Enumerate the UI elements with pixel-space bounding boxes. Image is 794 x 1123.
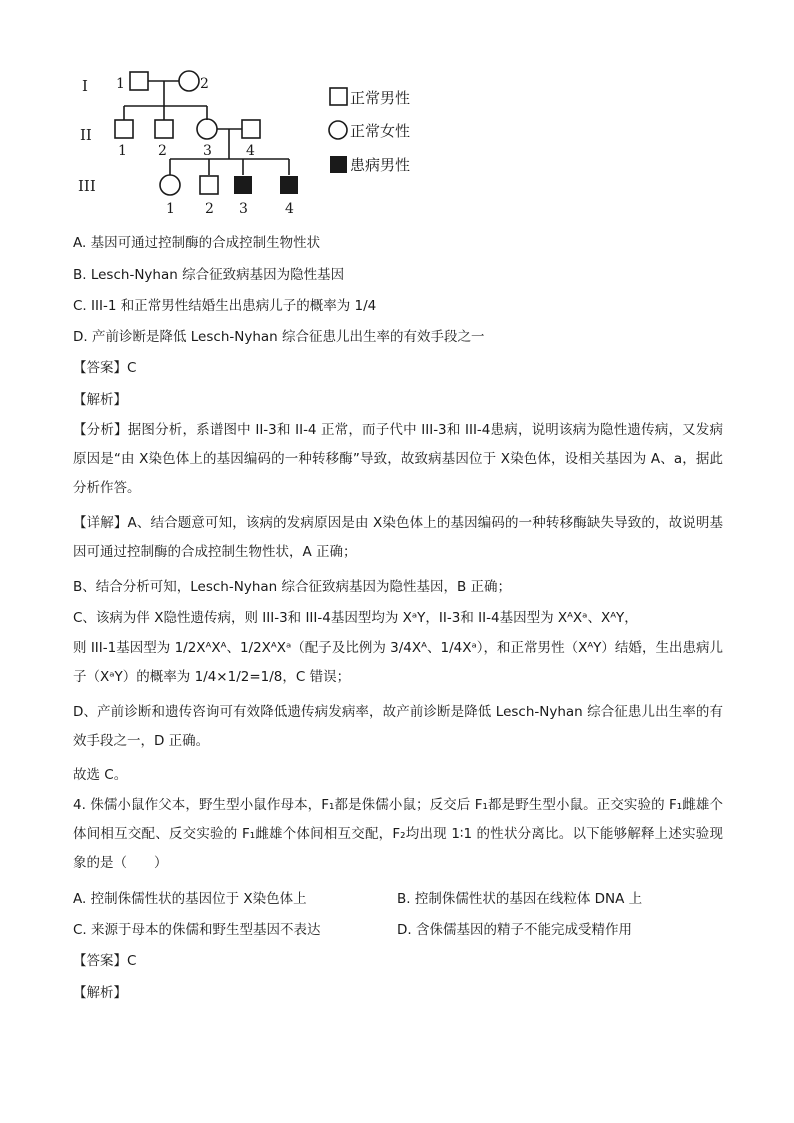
ind-label-II-3: 3 (203, 143, 212, 159)
q3-analysis-heading: 【解析】 (73, 392, 127, 408)
individual-II-3-female (197, 119, 217, 139)
q4-answer: 【答案】C (73, 953, 137, 969)
pedigree-chart (60, 60, 440, 220)
gen-label-III: III (78, 177, 96, 195)
individual-III-4-affected-male (280, 176, 298, 194)
ind-label-III-1: 1 (166, 201, 175, 217)
q3-option-b: B. Lesch-Nyhan 综合征致病基因为隐性基因 (73, 267, 345, 283)
q3-detail-b: B、结合分析可知，Lesch-Nyhan 综合征致病基因为隐性基因，B 正确； (73, 579, 512, 595)
q3-conclusion: 故选 C。 (73, 767, 128, 783)
legend-label-normal-female: 正常女性 (350, 122, 411, 140)
ind-label-II-1: 1 (118, 143, 127, 159)
q3-option-d: D. 产前诊断是降低 Lesch-Nyhan 综合征患儿出生率的有效手段之一 (73, 329, 485, 345)
q3-analysis-text: 【分析】据图分析，系谱图中 II-3和 II-4 正常，而子代中 III-3和 III-4患病，说明该病为隐性遗传病，又发病原因是“由 X染色体上的基因编码的一种转移酶”导致，故致病基因位于 X染色体，设相关基因为 A、a，据此分析作答。 (73, 422, 723, 496)
ind-label-III-4: 4 (285, 201, 294, 217)
legend-female-icon (329, 121, 347, 139)
q3-detail-d: D、产前诊断和遗传咨询可有效降低遗传病发病率，故产前诊断是降低 Lesch-Nyhan 综合征患儿出生率的有效手段之一，D 正确。 (73, 704, 723, 749)
q4-option-b: B. 控制侏儒性状的基因在线粒体 DNA 上 (397, 891, 643, 907)
q3-option-a: A. 基因可通过控制酶的合成控制生物性状 (73, 235, 321, 251)
gen-label-II: II (80, 126, 92, 144)
gen-label-I: I (82, 77, 88, 95)
ind-label-I-2: 2 (200, 76, 209, 92)
legend-label-affected-male: 患病男性 (350, 156, 411, 174)
individual-II-2-male (155, 120, 173, 138)
q3-answer: 【答案】C (73, 360, 137, 376)
q3-detail-a: 【详解】A、结合题意可知，该病的发病原因是由 X染色体上的基因编码的一种转移酶缺失导致的，故说明基因可通过控制酶的合成控制生物性状，A 正确； (73, 515, 723, 560)
q3-detail-c2: 则 III-1基因型为 1/2XᴬXᴬ、1/2XᴬXᵃ（配子及比例为 3/4Xᴬ、1/4Xᵃ），和正常男性（XᴬY）结婚，生出患病儿子（XᵃY）的概率为 1/4×1/2=1/8，C 错误； (73, 640, 723, 685)
ind-label-III-3: 3 (239, 201, 248, 217)
individual-III-3-affected-male (234, 176, 252, 194)
q3-option-c: C. III-1 和正常男性结婚生出患病儿子的概率为 1/4 (73, 298, 377, 314)
individual-II-4-male (242, 120, 260, 138)
q4-stem: 4. 侏儒小鼠作父本，野生型小鼠作母本，F₁都是侏儒小鼠；反交后 F₁都是野生型小鼠。正交实验的 F₁雌雄个体间相互交配、反交实验的 F₁雌雄个体间相互交配，F₂均出现 1∶1 的性状分离比。以下能够解释上述实验现象的是（ ） (73, 797, 723, 871)
individual-I-1-male (130, 72, 148, 90)
legend-affected-icon (330, 156, 347, 173)
ind-label-III-2: 2 (205, 201, 214, 217)
individual-I-2-female (179, 71, 199, 91)
q3-detail-c1: C、该病为伴 X隐性遗传病，则 III-3和 III-4基因型均为 XᵃY，II-3和 II-4基因型为 XᴬXᵃ、XᴬY， (73, 610, 638, 626)
q4-analysis-heading: 【解析】 (73, 985, 127, 1001)
q4-option-c: C. 来源于母本的侏儒和野生型基因不表达 (73, 922, 321, 938)
q4-option-d: D. 含侏儒基因的精子不能完成受精作用 (397, 922, 632, 938)
individual-II-1-male (115, 120, 133, 138)
individual-III-2-male (200, 176, 218, 194)
individual-III-1-female (160, 175, 180, 195)
ind-label-II-4: 4 (246, 143, 255, 159)
legend-label-normal-male: 正常男性 (350, 89, 411, 107)
q4-option-a: A. 控制侏儒性状的基因位于 X染色体上 (73, 891, 307, 907)
ind-label-I-1: 1 (116, 76, 125, 92)
legend-male-icon (330, 88, 347, 105)
ind-label-II-2: 2 (158, 143, 167, 159)
